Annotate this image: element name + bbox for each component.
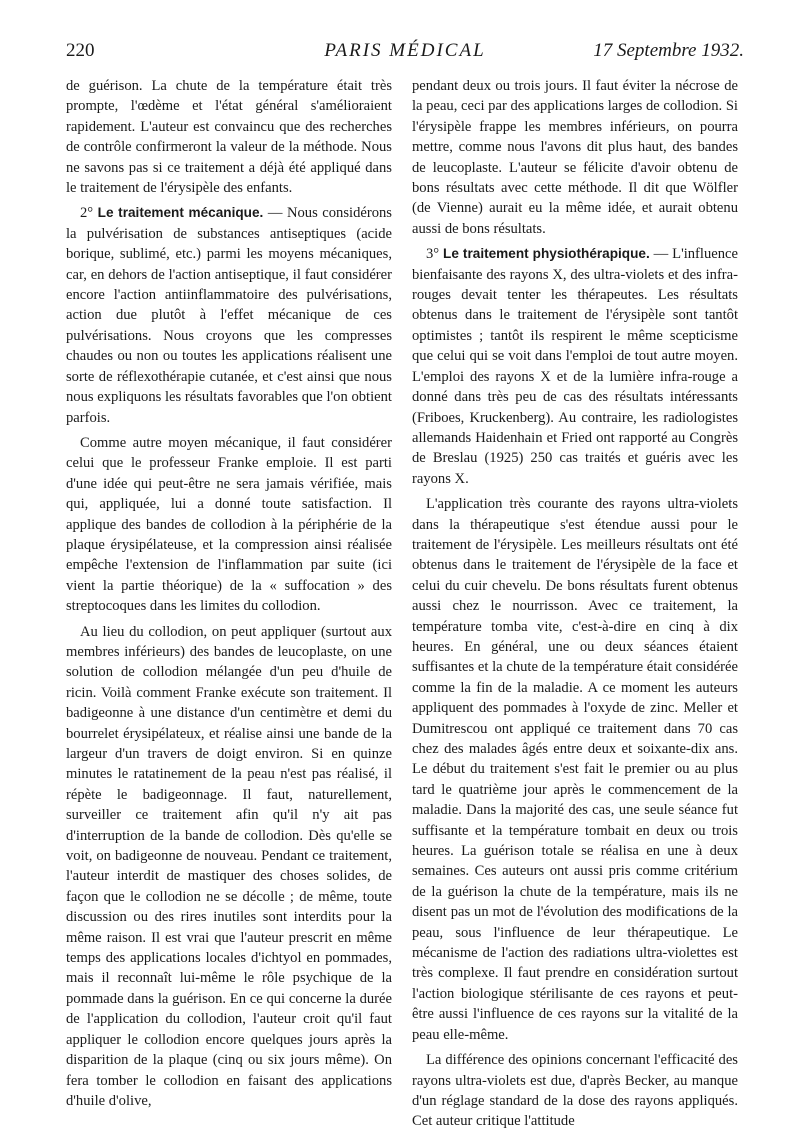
right-column bbox=[412, 76, 738, 1132]
journal-title: PARIS MÉDICAL bbox=[324, 40, 486, 61]
section-body: — L'influence bienfaisante des rayons X, des ultra-violets et des infra-rouges devait tenter les thérapeutes. Les résultats obtenus dans le traitement de l'érysipèle sont tantôt optimistes ; tantôt ils respirent le même scepticisme que celui qui se voit dans l'emploi de tout autre moyen. L'emploi des rayons X et de la lumière infra-rouge a donné dans très peu de cas des résultats intéressants (Friboes, Kruckenberg). Au contraire, les radiologistes allemands Haidenhain et Fried ont rapporté au Congrès de Breslau (1925) 250 cas traités et guéris avec les rayons X. bbox=[412, 246, 738, 487]
paragraph: Comme autre moyen mécanique, il faut considérer celui que le professeur Franke emploie. Il est parti d'une idée qui peut-être ne sera jamais vérifiée, mais qui, appliquée, lui a donné toute satisfaction. Il applique des bandes de collodion à la périphérie de la plaque érysipélateuse, et la compression ainsi réalisée empêche l'extension de l'inflammation par suite (ici vient la partie théorique) de la « suffocation » des streptocoques dans les limites du collodion. bbox=[66, 434, 392, 615]
page-header bbox=[66, 40, 744, 68]
section-body: — Nous considérons la pulvérisation de substances antiseptiques (acide borique, sublimé, etc.) parmi les moyens mécaniques, car, en dehors de l'action antiseptique, il faut considérer encore l'action antiinflammatoire des pulvérisations, action due plutôt à l'effet mécanique de ces pulvérisations. Nous croyons que les compresses chaudes ou non ou toutes les applications réalisent une sorte de réflexothérapie cutanée, et c'est ainsi que nous nous expliquons les résultats favorables que l'on obtient parfois. bbox=[66, 205, 392, 426]
section-paragraph-mechanical bbox=[66, 203, 392, 427]
paragraph: pendant deux ou trois jours. Il faut éviter la nécrose de la peau, ceci par des applications larges de collodion. Si l'érysipèle frappe les membres inférieurs, on pourra mettre, comme nous l'avons dit plus haut, des bandes de leucoplaste. L'auteur se félicite d'avoir obtenu de bons résultats avec cette méthode. Il dit que Wölfler (de Vienne) aurait eu la même idée, et aurait obtenu aussi de bons résultats. bbox=[412, 78, 738, 237]
section-number: 2° bbox=[80, 205, 94, 222]
section-number: 3° bbox=[426, 246, 440, 263]
paragraph: L'application très courante des rayons ultra-violets dans la thérapeutique s'est étendue aussi pour le traitement de l'érysipèle. Les meilleurs résultats ont été obtenus dans le traitement de l'érysipèle de la face et celui du cuir chevelu. De bons résultats furent obtenus aussi chez le nourrisson. Avec ce traitement, la température tomba vite, c'est-à-dire en cinq à dix heures. En général, une ou deux séances étaient suffisantes et la chute de la température était considérée comme la fin de la maladie. A ce moment les auteurs appliquent des pommades à l'oxyde de zinc. Meller et Dumitrescou ont appliqué ce traitement dans 70 cas chez des malades âgés entre deux et soixante-dix ans. Le début du traitement s'est fait le premier ou au plus tard le quatrième jour après le commencement de la maladie. Dans la majorité des cas, une seule séance fut suffisante et la température tombait en deux ou trois heures. La guérison totale se réalisa en une à deux semaines. Ces auteurs ont aussi pris comme critérium de la guérison la chute de la température, mais ils ne disent pas un mot de l'évolution des modifications de la peau, sous l'influence de leur thérapeutique. Le mécanisme de l'action des radiations ultra-violettes est très complexe. Il faut prendre en considération surtout l'action biologique stérilisante de ces rayons et peut-être aussi l'influence de ces rayons sur la vitalité de la peau elle-même. bbox=[412, 496, 738, 1043]
page-number: 220 bbox=[66, 40, 95, 61]
paragraph: La différence des opinions concernant l'efficacité des rayons ultra-violets est due, d'après Becker, au manque d'un réglage standard de la dose des rayons appliqués. Cet auteur critique l'attitude bbox=[412, 1052, 738, 1130]
section-heading-physiotherapy: Le traitement physiothérapique. bbox=[443, 246, 650, 262]
paragraph: de guérison. La chute de la température était très prompte, l'œdème et l'état général s'amélioraient rapidement. L'auteur est convaincu que des recherches de contrôle confirmeront la valeur de la méthode. Nous ne savons pas si ce traitement a déjà été appliqué dans le traitement de l'érysipèle des enfants. bbox=[66, 78, 392, 197]
section-paragraph-physiotherapy bbox=[412, 244, 738, 489]
section-heading-mechanical: Le traitement mécanique. bbox=[97, 205, 264, 221]
issue-date: 17 Septembre 1932. bbox=[593, 40, 744, 61]
left-column bbox=[66, 76, 392, 1111]
paragraph: Au lieu du collodion, on peut appliquer (surtout aux membres inférieurs) des bandes de leucoplaste, on une solution de collodion mélangée d'un peu d'huile de ricin. Voilà comment Franke exécute son traitement. Il badigeonne à une distance d'un centimètre et demi du bourrelet érysipélateux, et réalise ainsi une bande de la largeur d'un travers de doigt environ. Si en quinze minutes le ratatinement de la peau n'est pas réalisé, il répète le badigeonnage. Il faut, naturellement, surveiller ce traitement afin qu'il n'y ait pas d'interruption de la bande de collodion. Dès qu'elle se voit, on badigeonne de nouveau. Pendant ce traitement, l'auteur interdit de mastiquer des choses solides, de façon que le collodion ne se décolle ; de même, toute discussion ou des rires inutiles sont interdits pour la même raison. Il est vrai que l'auteur prescrit en même temps des applications locales d'ichtyol en pommades, mais il reconnaît lui-même le rôle psychique de la pommade dans la guérison. En ce qui concerne la durée de l'application du collodion, l'auteur croit qu'il faut appliquer le collodion encore quelques jours après la disparition de la plaque (cinq ou six jours même). On fera tomber le collodion en faisant des applications d'huile d'olive, bbox=[66, 623, 392, 1109]
